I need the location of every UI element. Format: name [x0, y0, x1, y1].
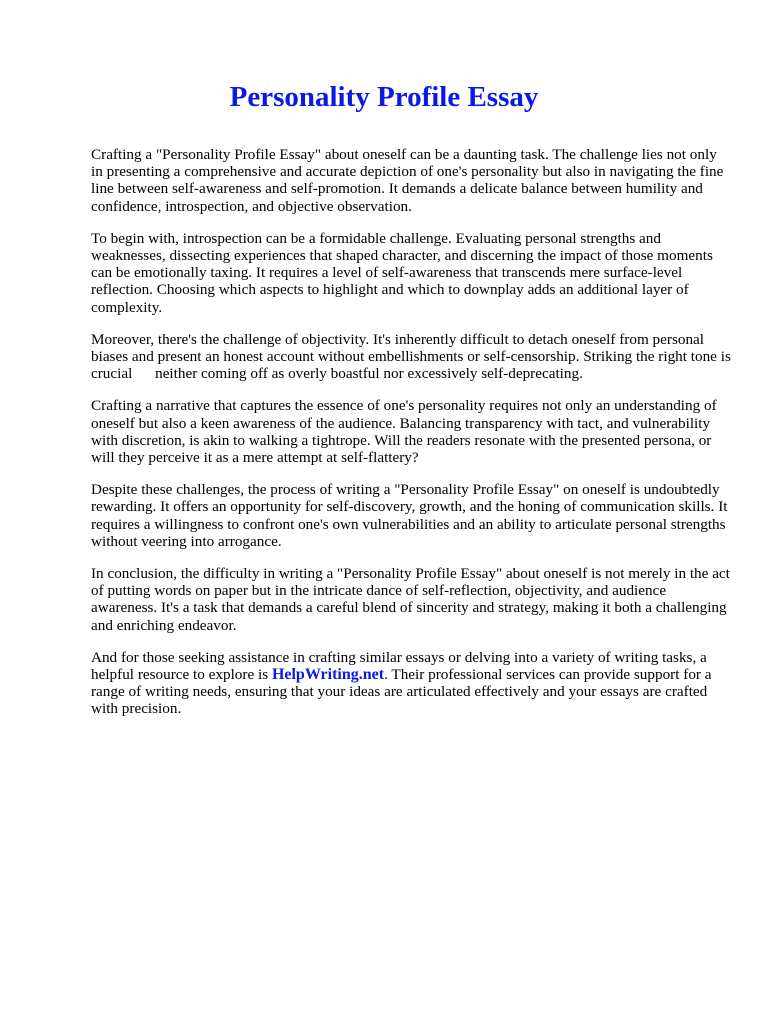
paragraph-conclusion: In conclusion, the difficulty in writing a "Personality Profile Essay" about oneself is not merely in the act of putting words on paper but in the intricate dance of self-reflection, objectivity, and audience awareness. It's a task that demands a careful blend of sincerity and strategy, making it both a challenging and enriching endeavor. [91, 565, 730, 634]
closing-text-after-link: . Their professional services can provide support for a range of writing needs, ensuring that your ideas are articulated effectively and your essays are crafted with precision. [91, 666, 712, 718]
paragraph-intro: Crafting a "Personality Profile Essay" about oneself can be a daunting task. The challenge lies not only in presenting a comprehensive and accurate depiction of one's personality but also in navigating the fine line between self-awareness and self-promotion. It demands a delicate balance between humility and confidence, introspection, and objective observation. [91, 146, 724, 215]
helpwriting-link[interactable]: HelpWriting.net [271, 666, 385, 684]
paragraph-introspection: To begin with, introspection can be a formidable challenge. Evaluating personal strengths and weaknesses, dissecting experiences that shaped character, and discerning the impact of those moments can be emotionally taxing. It requires a level of self-awareness that transcends mere surface-level reflection. Choosing which aspects to highlight and which to downplay adds an additional layer of complexity. [91, 229, 713, 316]
paragraph-closing [91, 649, 731, 718]
essay-body [91, 146, 731, 733]
paragraph-narrative: Crafting a narrative that captures the essence of one's personality requires not only an understanding of oneself but also a keen awareness of the audience. Balancing transparency with tact, and vulnerability with discretion, is akin to walking a tightrope. Will the readers resonate with the presented persona, or will they perceive it as a mere attempt at self-flattery? [91, 397, 717, 467]
closing-text-before-link: And for those seeking assistance in crafting similar essays or delving into a variety of writing tasks, a helpful resource to explore is [91, 648, 707, 684]
paragraph-rewarding: Despite these challenges, the process of writing a "Personality Profile Essay" on oneself is undoubtedly rewarding. It offers an opportunity for self-discovery, growth, and the honing of communication skills. It requires a willingness to confront one's own vulnerabilities and an ability to articulate personal strengths without veering into arrogance. [91, 481, 728, 550]
page-title: Personality Profile Essay [229, 81, 539, 113]
paragraph-objectivity: Moreover, there's the challenge of objectivity. It's inherently difficult to detach oneself from personal biases and present an honest account without embellishments or self-censorship. Striking the right tone is crucial neither coming off as overly boastful nor excessively self-deprecating. [91, 330, 731, 383]
